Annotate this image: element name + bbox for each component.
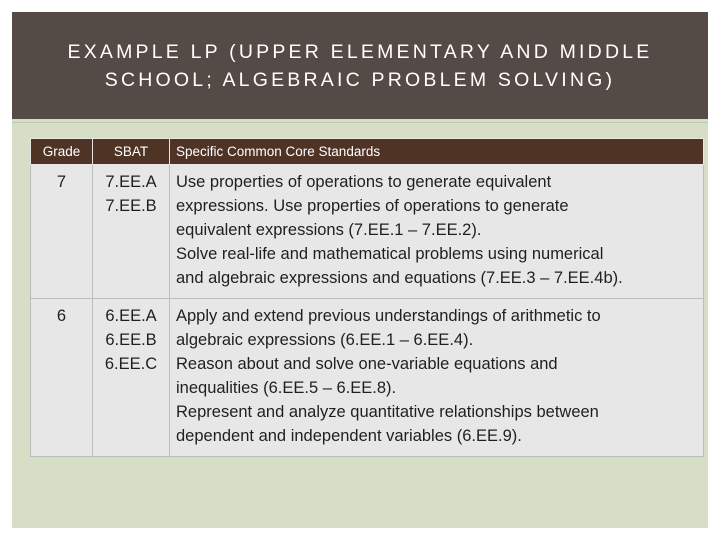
sbat-cell <box>93 165 170 299</box>
standard-text-line: and algebraic expressions and equations (7.EE.3 – 7.EE.4b). <box>176 269 623 287</box>
standard-text-line: Reason about and solve one-variable equations and <box>176 355 558 373</box>
table-row <box>31 165 704 299</box>
standard-text-line: inequalities (6.EE.5 – 6.EE.8). <box>176 379 397 397</box>
standard-text-line: Solve real-life and mathematical problems using numerical <box>176 245 604 263</box>
sbat-code: 6.EE.A <box>105 307 157 325</box>
grade-cell: 6 <box>31 299 93 457</box>
header-grade: Grade <box>31 139 93 165</box>
table-header-row <box>31 139 704 165</box>
standard-text-line: Apply and extend previous understandings of arithmetic to <box>176 307 601 325</box>
sbat-code: 7.EE.A <box>105 173 157 191</box>
sbat-cell <box>93 299 170 457</box>
table-row <box>31 299 704 457</box>
grade-cell: 7 <box>31 165 93 299</box>
slide-title-line-2: SCHOOL; ALGEBRAIC PROBLEM SOLVING) <box>104 68 616 91</box>
standard-text-line: Represent and analyze quantitative relationships between <box>176 403 599 421</box>
sbat-code: 6.EE.B <box>105 331 157 349</box>
standards-table <box>30 138 704 457</box>
sbat-code: 7.EE.B <box>105 197 157 215</box>
standard-text-line: Use properties of operations to generate equivalent <box>176 173 552 191</box>
header-sbat: SBAT <box>93 139 170 165</box>
standard-text-line: equivalent expressions (7.EE.1 – 7.EE.2). <box>176 221 482 239</box>
slide-title-line-1: EXAMPLE LP (UPPER ELEMENTARY AND MIDDLE <box>67 40 653 63</box>
title-divider <box>12 122 708 123</box>
title-bar <box>12 12 708 119</box>
standard-text-line: expressions. Use properties of operations to generate <box>176 197 569 215</box>
slide <box>12 12 708 528</box>
sbat-code: 6.EE.C <box>104 355 158 373</box>
standard-text-line: dependent and independent variables (6.EE.9). <box>176 427 522 445</box>
standards-cell <box>170 299 704 457</box>
standard-text-line: algebraic expressions (6.EE.1 – 6.EE.4). <box>176 331 474 349</box>
standards-cell <box>170 165 704 299</box>
header-standards: Specific Common Core Standards <box>170 139 704 165</box>
